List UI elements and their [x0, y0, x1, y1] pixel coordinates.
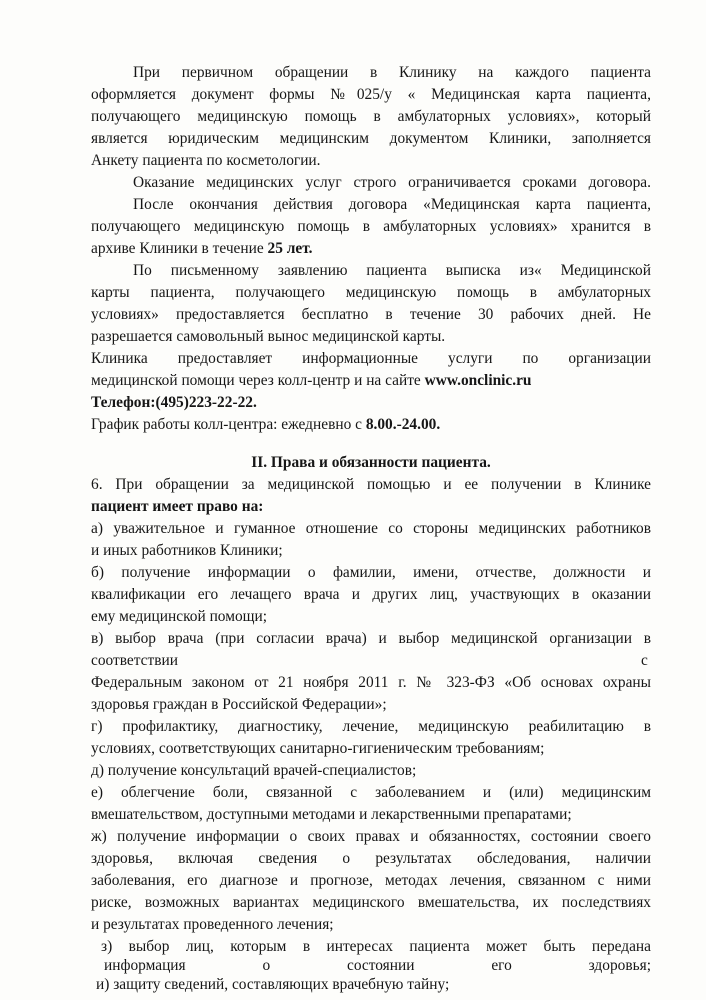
text-line: является юридическим медицинским документом Клиники, заполняется: [91, 130, 651, 147]
text-line: Оказание медицинских услуг строго ограничивается сроками договора.: [133, 174, 651, 191]
text-line: Федеральным законом от 21 ноября 2011 г. № 323-ФЗ «Об основах охраны: [91, 674, 651, 691]
text-line: и иных работников Клиники;: [91, 542, 283, 559]
text-line: Анкету пациента по косметологии.: [91, 152, 321, 169]
text-span: медицинской помощи через колл-центр и на сайте: [91, 372, 425, 389]
text-span: архиве Клиники в течение: [91, 240, 268, 257]
text-line: в) выбор врача (при согласии врача) и выбор медицинской организации в: [91, 630, 651, 647]
working-hours: 8.00.-24.00.: [365, 416, 441, 433]
text-line: с: [641, 652, 648, 669]
text-line: получающего медицинскую помощь в амбулаторных условиях», который: [91, 108, 651, 125]
text-line: [91, 393, 651, 413]
phone-number: Телефон:(495)223-22-22.: [91, 394, 257, 411]
text-line: ж) получение информации о своих правах и обязанностях, состоянии своего: [91, 828, 651, 845]
text-line: [91, 497, 651, 517]
text-line: и результатах проведенного лечения;: [91, 916, 334, 933]
text-line: оформляется документ формы №025/у « Медицинская карта пациента,: [91, 86, 651, 103]
text-line: условиях, соответствующих санитарно-гигиеническим требованиям;: [91, 740, 545, 757]
text-line: ему медицинской помощи;: [91, 608, 267, 625]
text-line: По письменному заявлению пациента выписка из« Медицинской: [133, 262, 651, 279]
text-line: вмешательством, доступными методами и лекарственными препаратами;: [91, 806, 572, 823]
text-line: заболевания, его диагнозе и прогнозе, методах лечения, связанном с ними: [91, 872, 651, 889]
text-line: 6. При обращении за медицинской помощью и ее получении в Клинике: [91, 476, 651, 493]
website-url: www.onclinic.ru: [424, 372, 532, 389]
text-line: карты пациента, получающего медицинскую помощь в амбулаторных: [91, 284, 651, 301]
text-line: [91, 371, 651, 391]
text-line: информация о состоянии его здоровья;: [104, 957, 651, 974]
text-line: г) профилактику, диагностику, лечение, медицинскую реабилитацию в: [91, 718, 651, 735]
text-line: риске, возможных вариантах медицинского вмешательства, их последствиях: [91, 894, 651, 911]
text-line: з) выбор лиц, которым в интересах пациента может быть передана: [101, 938, 651, 955]
text-line: После окончания действия договора «Медицинская карта пациента,: [133, 196, 651, 213]
text-line: здоровья, включая сведения о результатах обследования, наличии: [91, 850, 651, 867]
text-line: и) защиту сведений, составляющих врачебную тайну;: [96, 976, 450, 993]
text-line: разрешается самовольный вынос медицинской карты.: [91, 328, 446, 345]
text-line: квалификации его лечащего врача и других лиц, участвующих в оказании: [91, 586, 651, 603]
text-line: [91, 415, 651, 435]
text-line: е) облегчение боли, связанной с заболеванием и (или) медицинским: [91, 784, 651, 801]
text-line: условиях» предоставляется бесплатно в течение 30 рабочих дней. Не: [91, 306, 651, 323]
section-heading: II. Права и обязанности пациента.: [251, 454, 491, 471]
text-line: д) получение консультаций врачей-специалистов;: [91, 762, 417, 779]
text-line: б) получение информации о фамилии, имени, отчестве, должности и: [91, 564, 651, 581]
text-line: [91, 239, 651, 259]
text-line: соответствии: [91, 652, 178, 669]
text-line: получающего медицинскую помощь в амбулаторных условиях» хранится в: [91, 218, 651, 235]
text-line: Клиника предоставляет информационные услуги по организации: [91, 350, 651, 367]
text-line: При первичном обращении в Клинику на каждого пациента: [133, 64, 651, 81]
text-line: здоровья граждан в Российской Федерации»;: [91, 696, 387, 713]
rights-intro: пациент имеет право на:: [91, 498, 264, 515]
retention-period: 25 лет.: [267, 240, 313, 257]
text-span: График работы колл-центра: ежедневно с: [91, 416, 366, 433]
text-line: а) уважительное и гуманное отношение со стороны медицинских работников: [91, 520, 651, 537]
